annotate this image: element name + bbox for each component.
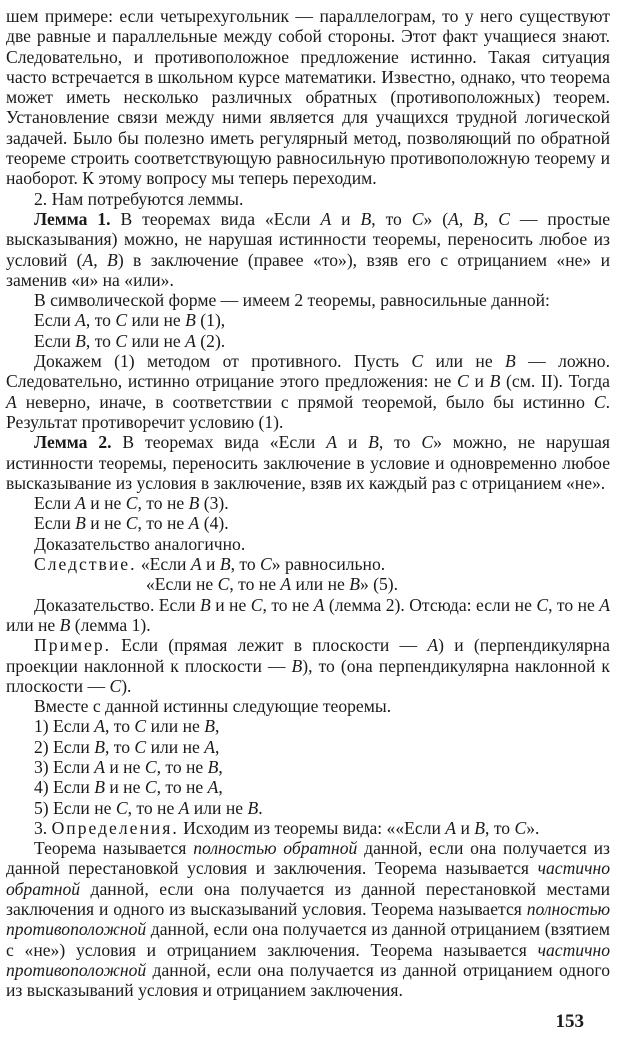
text-run: Если [34, 513, 76, 534]
text-run: 5) Если не [34, 797, 116, 818]
text-run: A, B [82, 249, 118, 270]
text-run: , то [104, 716, 135, 737]
text-run: и [456, 817, 475, 838]
text-run: C [514, 817, 527, 838]
paragraph-p17 [6, 716, 610, 736]
text-run: ), то (она перпендикулярна наклонной к плоскости — [6, 655, 610, 696]
text-run: C [125, 513, 138, 534]
text-run: и не [85, 513, 126, 534]
text-run: A [326, 432, 337, 453]
text-run: A [75, 493, 86, 514]
text-run: A [178, 797, 190, 818]
text-run: шем примере: если четырехугольник — параллелограм, то у него существуют две равные и параллельные между собой стороны. Этот факт учащиеся знают. Следовательно, и противоположное предложение истинно. Такая ситуация часто встречается в школьном курсе математики. Известно, однако, что теорема может иметь несколько различных обратных (противоположных) теорем. Установление связи между ними является для учащихся трудной логической задачей. Было бы полезно иметь регулярный метод, позволяющий по обратной теореме строить соответствующую равносильную противоположную теорему и наоборот. К этому вопросу мы теперь переходим. [6, 6, 610, 189]
text-run: и [468, 371, 490, 392]
text-run: Лемма 2. [34, 432, 112, 453]
text-run: A, B, C [448, 208, 510, 229]
text-run: данной, если она получается из данной перестановкой местами заключения и одного из высказываний условия. Теорема называется [6, 878, 610, 920]
text-run: Следствие. [34, 554, 137, 575]
text-run: , то [104, 736, 135, 757]
text-run: A [313, 594, 325, 615]
text-run: C [411, 351, 424, 372]
text-run: или не [127, 310, 186, 331]
text-run: C [115, 330, 128, 351]
text-run: «Если [136, 554, 191, 575]
text-run: и [201, 554, 220, 575]
text-run: или не [189, 797, 248, 818]
paragraph-p04 [6, 290, 610, 310]
text-run: неверно, иначе, в соответствии с прямой теоремой, было бы истинно [16, 391, 594, 412]
text-run: ) в заключение (правее «то»), взяв его с отрицанием «не» и заменив «и» на «или». [6, 249, 611, 290]
text-run: Доказательство аналогично. [34, 533, 246, 554]
text-run: C [134, 736, 147, 757]
paragraph-p14 [6, 595, 610, 636]
paragraph-p23 [6, 838, 610, 1000]
text-run: A [75, 310, 86, 331]
text-run: Если [34, 330, 76, 351]
text-run: 4) Если [34, 777, 95, 798]
paragraph-p19 [6, 757, 610, 777]
text-run: , то не [156, 777, 208, 798]
text-run: C [144, 777, 157, 798]
text-run: 2. Нам потребуются леммы. [34, 188, 244, 209]
text-run: B [505, 351, 516, 372]
text-run: (1), [195, 310, 226, 331]
text-run: B [75, 513, 86, 534]
text-run: , то не [137, 493, 189, 514]
text-run: , то не [229, 574, 281, 595]
text-run: — простые высказывания) можно, не нарушая истинности теоремы, переносить любое из условий ( [6, 208, 611, 270]
text-run: или не [127, 330, 186, 351]
text-run: данной, если она получается из данной отрицанием одного из высказываний условия и отрицанием заключения. [6, 959, 610, 1001]
text-run: В символической форме — имеем 2 теоремы, равносильные данной: [34, 290, 550, 311]
text-run: A [188, 513, 200, 534]
text-run: B [474, 817, 486, 838]
text-run: B [188, 493, 200, 514]
text-run: B [349, 574, 360, 595]
text-run: C [457, 371, 469, 392]
text-run: B [368, 432, 379, 453]
text-run: , то [485, 817, 515, 838]
text-run: «Если не [146, 574, 218, 595]
text-run: , то не [137, 513, 189, 534]
text-run: и не [210, 594, 251, 615]
paragraph-p03 [6, 209, 610, 290]
text-run: и [336, 432, 369, 453]
text-run: (3). [199, 493, 229, 514]
text-run: C [411, 208, 424, 229]
text-run: , [214, 716, 220, 737]
text-run: , то не [262, 594, 314, 615]
text-run: A [445, 817, 457, 838]
paragraph-p22 [6, 818, 610, 838]
text-run: и [331, 208, 361, 229]
text-run: Определения. [51, 817, 179, 838]
paragraph-p06 [6, 331, 610, 351]
paragraph-p08 [6, 432, 610, 493]
text-run: 3. [34, 817, 52, 838]
text-run: C [536, 594, 549, 615]
paragraph-p07 [6, 351, 610, 432]
text-run: C [421, 432, 434, 453]
text-run: В теоремах вида «Если [111, 432, 327, 453]
text-run: C [144, 756, 157, 777]
text-run: , [214, 736, 220, 757]
text-run: полностью обратной [193, 838, 358, 859]
text-run: (4). [199, 513, 229, 534]
text-run: A [94, 756, 105, 777]
text-run: B [75, 330, 86, 351]
text-run: C [250, 594, 263, 615]
text-run: B [94, 736, 105, 757]
text-run: , [218, 756, 223, 777]
text-run: (лемма 1). [70, 614, 151, 635]
text-run: Если [34, 493, 76, 514]
text-run: Докажем (1) методом от противного. Пусть [34, 351, 412, 372]
paragraph-p21 [6, 798, 610, 818]
text-run: (лемма 2). Отсюда: если не [324, 594, 537, 615]
text-run: Если [34, 310, 76, 331]
text-run: C [593, 391, 606, 412]
text-run: или не [423, 351, 506, 372]
text-run: B [185, 310, 196, 331]
text-run: данной, если она получается из данной отрицанием (взятием с «не») условия и отрицанием заключения. Теорема называется [6, 919, 610, 960]
text-run: частично противоположной [6, 939, 610, 980]
paragraph-p16 [6, 696, 610, 716]
text-run: Лемма 1. [34, 208, 111, 229]
text-run: Если (прямая лежит в плоскости — [111, 635, 428, 656]
text-run: A [185, 330, 196, 351]
text-run: B [59, 614, 71, 635]
text-run: A [280, 574, 292, 595]
text-run: B [94, 777, 105, 798]
text-run: ). [121, 675, 132, 696]
text-run: и не [104, 777, 145, 798]
text-run: C [134, 716, 147, 737]
text-run: . [258, 797, 263, 818]
text-run: 2) Если [34, 736, 95, 757]
text-run: , [218, 777, 223, 798]
text-run: , то не [156, 756, 208, 777]
text-run: или не [291, 574, 350, 595]
paragraph-p02 [6, 189, 610, 209]
page-number: 153 [555, 1011, 584, 1032]
text-run: B [207, 756, 219, 777]
text-run: C [217, 574, 230, 595]
text-run: A [190, 554, 202, 575]
text-run: (2). [195, 330, 226, 351]
text-run: B [219, 554, 231, 575]
text-run: частично обратной [6, 858, 610, 899]
text-run: B [291, 655, 303, 676]
text-run: , то не [127, 797, 179, 818]
paragraph-p12 [6, 554, 610, 574]
text-run: A [204, 736, 215, 757]
text-run: Теорема называется [34, 838, 194, 859]
text-run: или не [146, 716, 205, 737]
text-run: A [599, 594, 611, 615]
text-run: » равносильно. [271, 554, 386, 575]
paragraph-p13 [6, 574, 610, 594]
paragraph-p20 [6, 777, 610, 797]
text-run: C [125, 493, 138, 514]
text-run: ». [526, 817, 540, 838]
text-run: данной, если она получается из данной перестановкой условия и заключения. Теорема называется [6, 838, 610, 879]
text-run: , то [378, 432, 422, 453]
text-run: B [247, 797, 259, 818]
text-run: — ложно. Следовательно, истинно отрицание этого предложения: не [6, 351, 611, 392]
text-run: A [94, 716, 105, 737]
text-run: (см. II). Тогда [500, 371, 610, 392]
text-run: A [427, 635, 439, 656]
text-run: и не [85, 493, 126, 514]
text-run: или не [146, 736, 205, 757]
text-run: . Результат противоречит условию (1). [6, 391, 610, 432]
text-run: ) и (перпендикулярна проекции наклонной к плоскости — [6, 635, 610, 676]
text-run: и не [104, 756, 145, 777]
text-run: B [200, 594, 211, 615]
text-run: » можно, не нарушая истинности теоремы, переносить заключение в условие и одновременно любое высказывание из условия в заключение, взяв их каждый раз с отрицанием «не». [6, 432, 611, 493]
text-run: C [109, 675, 122, 696]
text-run: , то не [548, 594, 600, 615]
text-run: , то [85, 330, 116, 351]
text-run: » (5). [359, 574, 399, 595]
text-run: C [115, 797, 128, 818]
paragraph-p15 [6, 635, 610, 696]
text-run: B [360, 208, 372, 229]
paragraph-p18 [6, 737, 610, 757]
paragraph-p11 [6, 534, 610, 554]
text-run: Пример. [34, 635, 112, 656]
text-run: , то [371, 208, 412, 229]
paragraph-p09 [6, 493, 610, 513]
text-run: Доказательство. Если [34, 594, 201, 615]
paragraph-p01 [6, 6, 610, 189]
text-run: A [320, 208, 332, 229]
text-run: полностью противоположной [6, 899, 610, 940]
text-run: A [6, 391, 17, 412]
text-run: , то [230, 554, 261, 575]
text-run: C [260, 554, 272, 575]
page-body-text [6, 6, 610, 1001]
text-run: Исходим из теоремы вида: ««Если [178, 817, 446, 838]
text-run: Вместе с данной истинны следующие теоремы. [34, 696, 392, 717]
text-run: B [204, 716, 215, 737]
paragraph-p10 [6, 513, 610, 533]
text-run: , то [85, 310, 116, 331]
text-run: » ( [423, 208, 449, 229]
text-run: В теоремах вида «Если [110, 208, 321, 229]
text-run: B [489, 371, 501, 392]
text-run: C [115, 310, 128, 331]
text-run: или не [6, 614, 60, 635]
text-run: 3) Если [34, 756, 95, 777]
text-run: A [207, 777, 219, 798]
text-run: 1) Если [34, 716, 95, 737]
paragraph-p05 [6, 310, 610, 330]
